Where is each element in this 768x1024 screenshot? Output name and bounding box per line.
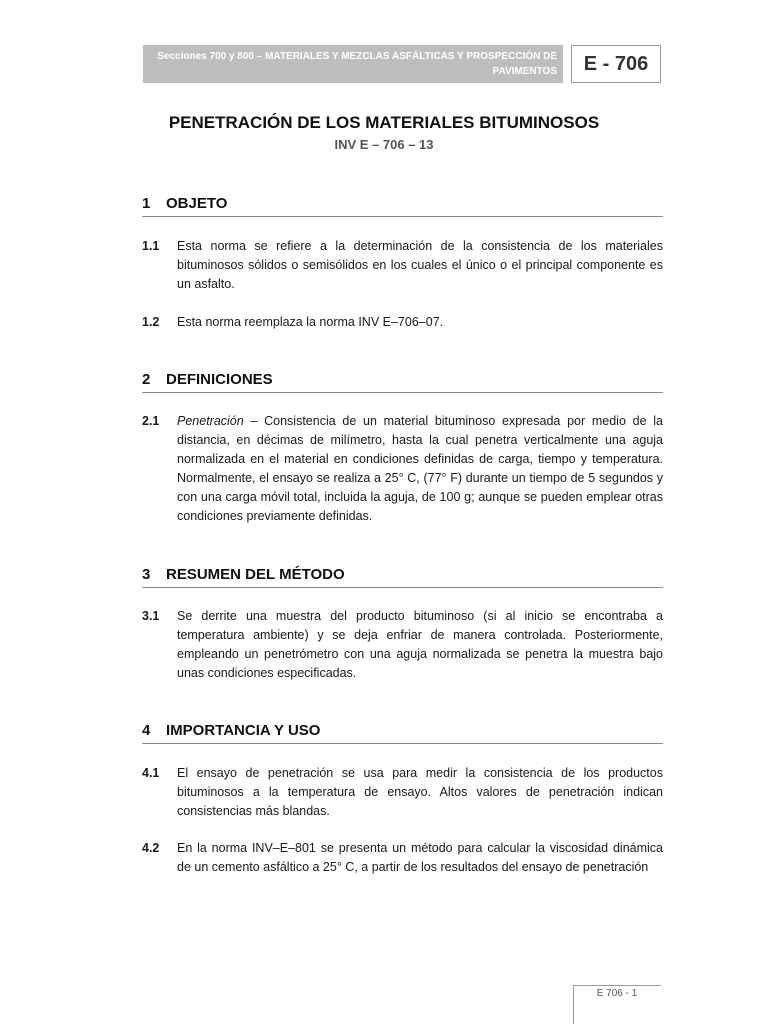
paragraph-text: El ensayo de penetración se usa para medir la consistencia de los productos bituminosos a la temperatura de ensayo. Altos valores de penetración indican consistencias más blandas. <box>177 766 663 818</box>
defined-term: Penetración <box>177 414 244 428</box>
section-heading-resumen <box>142 566 663 588</box>
section-heading-importancia <box>142 722 663 744</box>
paragraph <box>142 764 663 821</box>
section-title: IMPORTANCIA Y USO <box>166 722 321 739</box>
section-heading-definiciones <box>142 371 663 393</box>
paragraph <box>142 237 663 294</box>
paragraph <box>142 607 663 683</box>
paragraph-text: Se derrite una muestra del producto bituminoso (si al inicio se encontraba a temperatura ambiente) y se deja enfriar de manera controlada. Posteriormente, empleando un penetrómetro con una aguja normalizada se penetra la muestra bajo unas condiciones especificadas. <box>177 609 663 680</box>
document-title: PENETRACIÓN DE LOS MATERIALES BITUMINOSOS <box>168 113 600 132</box>
paragraph-number: 2.1 <box>142 414 160 428</box>
paragraph-text: En la norma INV–E–801 se presenta un método para calcular la viscosidad dinámica de un cemento asfáltico a 25° C, a partir de los resultados del ensayo de penetración <box>177 841 663 874</box>
paragraph-number: 4.1 <box>142 766 160 780</box>
section-heading-objeto <box>142 195 663 217</box>
paragraph-text: Esta norma reemplaza la norma INV E–706–07. <box>177 315 444 329</box>
paragraph <box>142 412 663 526</box>
paragraph-number: 1.1 <box>142 239 160 253</box>
definition-text: – Consistencia de un material bituminoso expresada por medio de la distancia, en décimas de milímetro, hasta la cual penetra verticalmente una aguja normalizada en el material en condiciones definidas de carga, tiempo y temperatura. Normalmente, el ensayo se realiza a 25° C, (77° F) durante un tiempo de 5 segundos y con una carga móvil total, incluida la aguja, de 100 g; aunque se pueden emplear otras condiciones previamente definidas. <box>177 414 663 523</box>
paragraph-number: 4.2 <box>142 841 160 855</box>
section-title: DEFINICIONES <box>166 371 273 388</box>
paragraph-text: Esta norma se refiere a la determinación de la consistencia de los materiales bituminosos sólidos o semisólidos en los cuales el único o el principal componente es un asfalto. <box>177 239 663 291</box>
paragraph-number: 3.1 <box>142 609 160 623</box>
section-number: 3 <box>142 566 151 583</box>
section-title: OBJETO <box>166 195 228 212</box>
section-title: RESUMEN DEL MÉTODO <box>166 566 345 583</box>
section-number: 2 <box>142 371 151 388</box>
document-subtitle: INV E – 706 – 13 <box>334 137 434 152</box>
paragraph-text <box>177 412 663 526</box>
document-code: E - 706 <box>571 45 661 83</box>
paragraph <box>142 313 663 332</box>
paragraph <box>142 839 663 877</box>
paragraph-number: 1.2 <box>142 315 160 329</box>
header-band: Secciones 700 y 800 – MATERIALES Y MEZCLAS ASFÁLTICAS Y PROSPECCIÓN DE PAVIMENTOS <box>143 45 563 83</box>
footer-divider <box>573 985 661 986</box>
page-number: E 706 - 1 <box>596 988 638 999</box>
section-number: 1 <box>142 195 151 212</box>
section-number: 4 <box>142 722 151 739</box>
